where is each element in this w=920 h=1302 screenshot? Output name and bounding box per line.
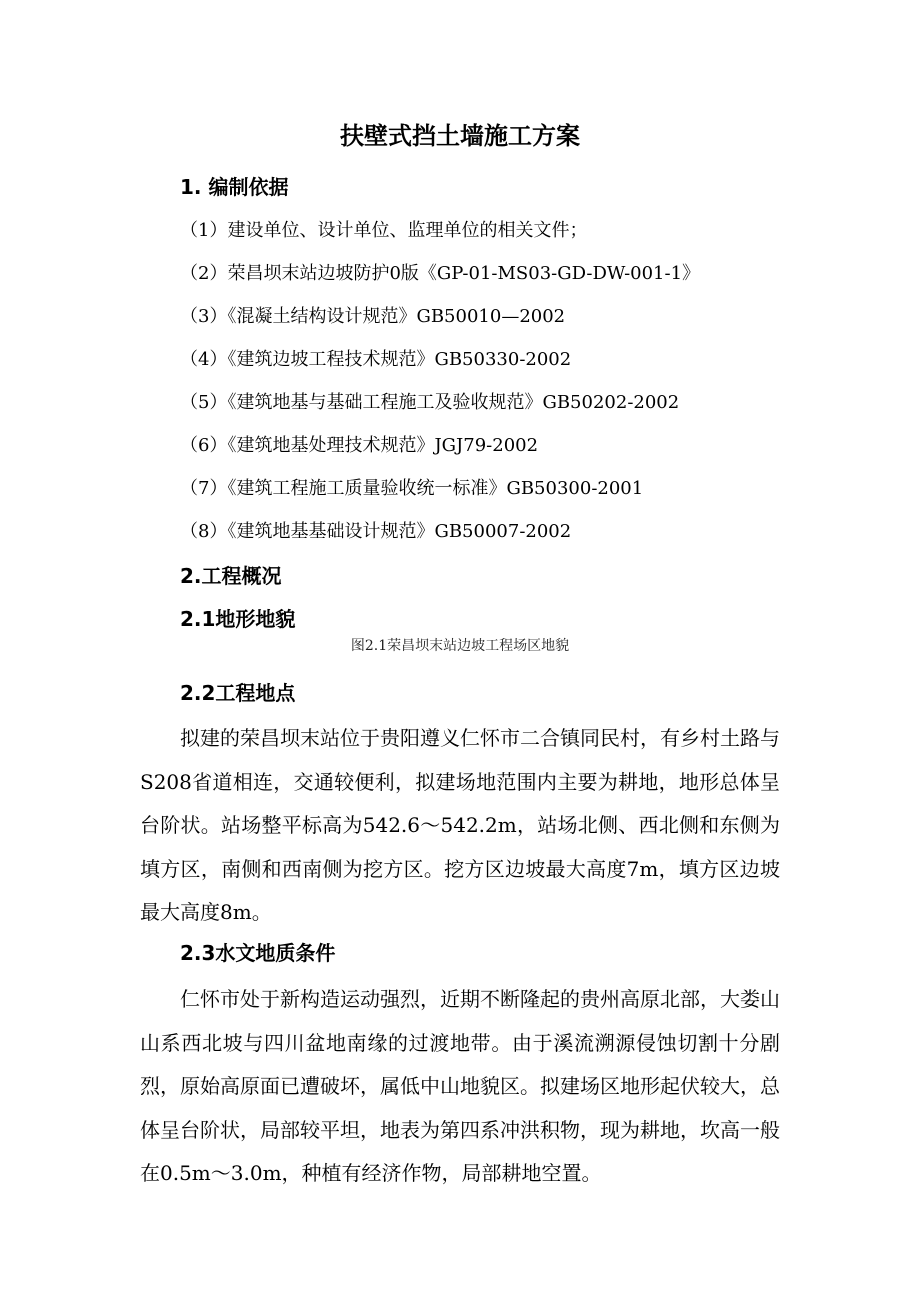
paragraph-hydrogeology: 仁怀市处于新构造运动强烈，近期不断隆起的贵州高原北部，大娄山山系西北坡与四川盆地南缘的过渡地带。由于溪流溯源侵蚀切割十分剧烈，原始高原面已遭破坏，属低中山地貌区。拟建场区地形起伏较大，总体呈台阶状，局部较平坦，地表为第四系冲洪积物，现为耕地，坎高一般在0.5m～3.0m，种植有经济作物，局部耕地空置。 bbox=[140, 987, 780, 1185]
reference-item: （7）《建筑工程施工质量验收统一标准》GB50300-2001 bbox=[180, 478, 644, 499]
reference-item: （4）《建筑边坡工程技术规范》GB50330-2002 bbox=[180, 349, 572, 370]
reference-item: （6）《建筑地基处理技术规范》JGJ79-2002 bbox=[180, 435, 539, 456]
figure-caption: 图2.1荣昌坝末站边坡工程场区地貌 bbox=[350, 638, 570, 654]
reference-item: （5）《建筑地基与基础工程施工及验收规范》GB50202-2002 bbox=[180, 392, 680, 413]
reference-item: （3）《混凝土结构设计规范》GB50010—2002 bbox=[180, 306, 566, 327]
reference-item: （1）建设单位、设计单位、监理单位的相关文件； bbox=[180, 220, 588, 241]
reference-item: （2）荣昌坝末站边坡防护0版《GP-01-MS03-GD-DW-001-1》 bbox=[180, 263, 701, 284]
section-heading-overview: 2.工程概况 bbox=[180, 564, 282, 588]
subsection-heading-hydrogeology: 2.3水文地质条件 bbox=[180, 941, 336, 965]
document-title: 扶壁式挡土墙施工方案 bbox=[340, 122, 580, 150]
reference-item: （8）《建筑地基基础设计规范》GB50007-2002 bbox=[180, 521, 572, 542]
subsection-heading-location: 2.2工程地点 bbox=[180, 681, 296, 705]
paragraph-location: 拟建的荣昌坝末站位于贵阳遵义仁怀市二合镇同民村，有乡村土路与S208省道相连，交通较便利，拟建场地范围内主要为耕地，地形总体呈台阶状。站场整平标高为542.6～542.2m，站场北侧、西北侧和东侧为填方区，南侧和西南侧为挖方区。挖方区边坡最大高度7m，填方区边坡最大高度8m。 bbox=[140, 726, 780, 924]
section-heading-basis: 1. 编制依据 bbox=[180, 175, 289, 199]
subsection-heading-terrain: 2.1地形地貌 bbox=[180, 607, 296, 631]
